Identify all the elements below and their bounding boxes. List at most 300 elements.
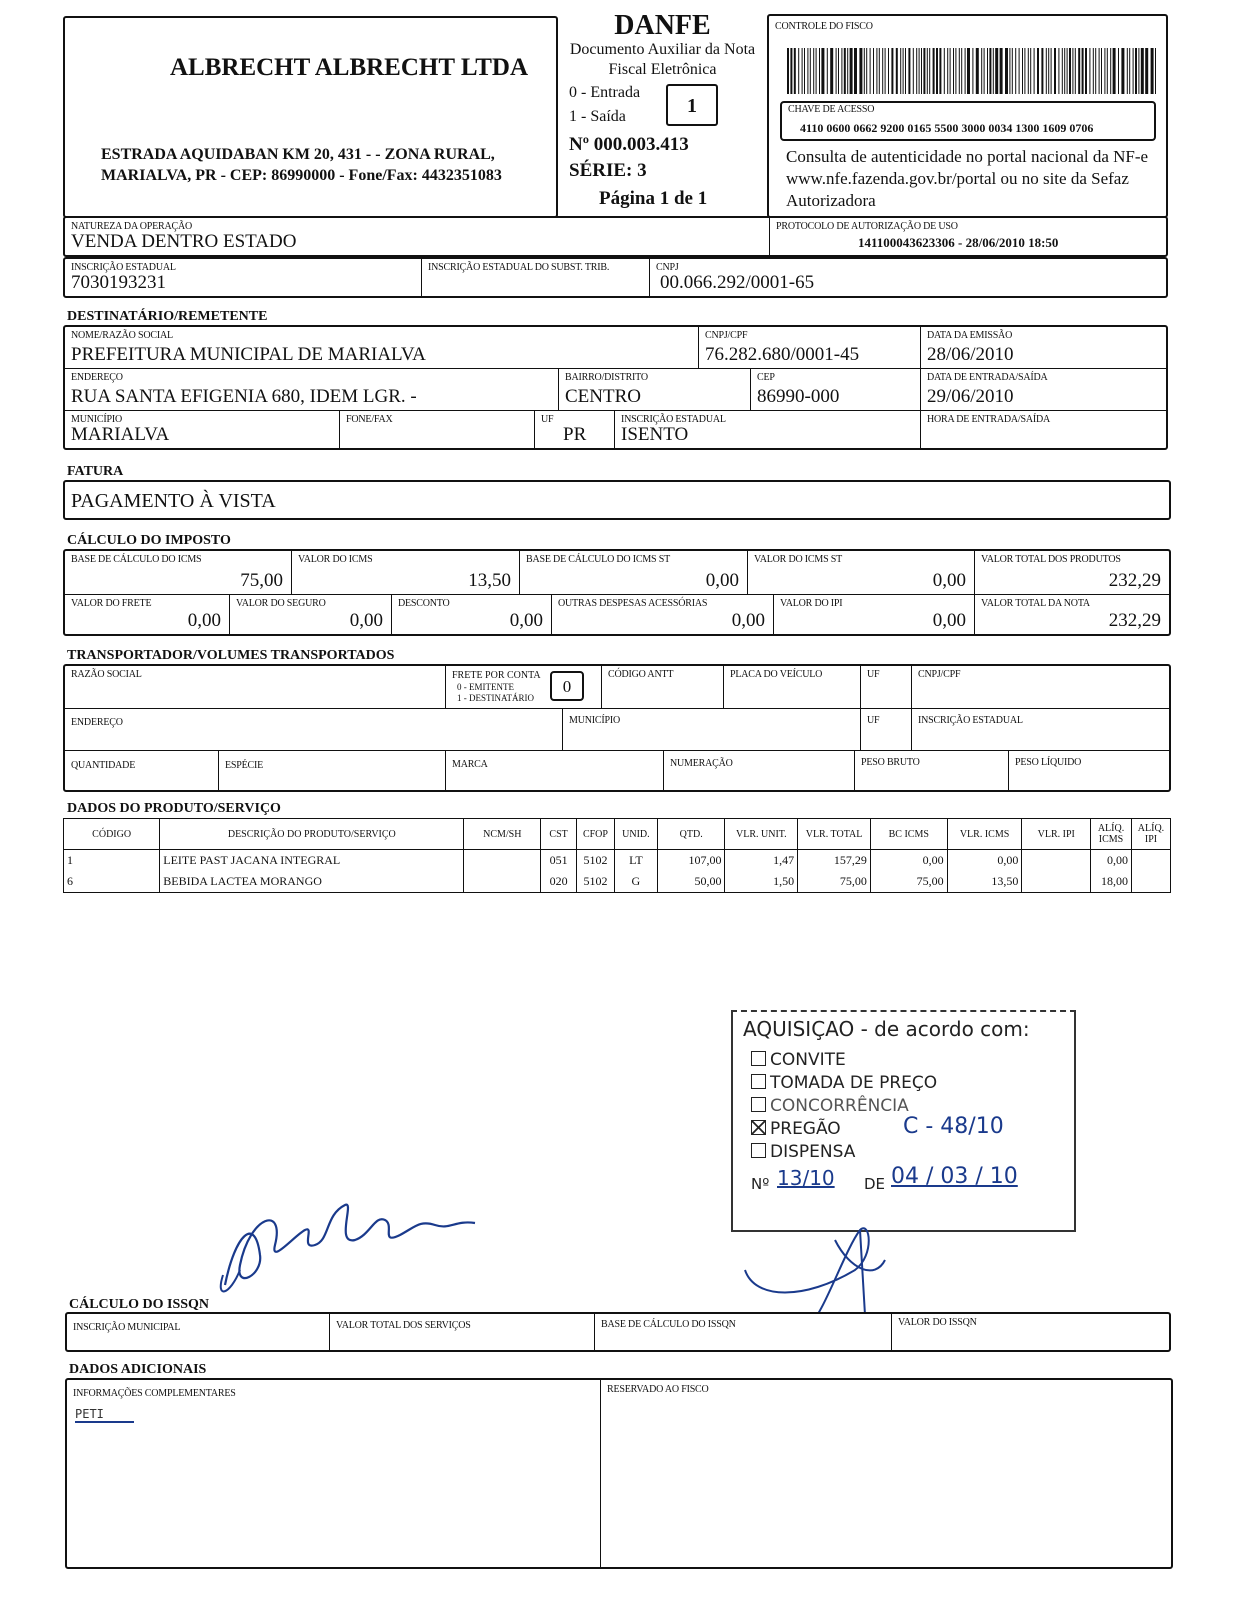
barcode-bar <box>838 48 839 94</box>
transp-frete-opt1: 1 - DESTINATÁRIO <box>457 693 534 703</box>
checkbox-concorrencia <box>751 1097 766 1112</box>
ie-value: 7030193231 <box>71 272 166 293</box>
transp-frete-cell <box>445 666 601 708</box>
ie-cell <box>65 259 421 296</box>
barcode-bar <box>965 48 966 94</box>
table-cell: 020 <box>541 871 577 893</box>
barcode-bar <box>1048 48 1049 94</box>
valor-icms-value: 13,50 <box>468 570 511 591</box>
issqn-base-cell <box>594 1314 891 1350</box>
chave-box <box>780 101 1156 141</box>
barcode <box>785 48 1159 94</box>
table-cell: 0,00 <box>947 850 1022 872</box>
transp-peso-bruto-label: PESO BRUTO <box>861 757 920 768</box>
cnpj-emitente-label: CNPJ <box>656 262 679 273</box>
barcode-bar <box>1118 48 1119 94</box>
transportador-title: TRANSPORTADOR/VOLUMES TRANSPORTADOS <box>67 648 395 663</box>
table-row <box>64 871 1171 893</box>
dest-endereco-value: RUA SANTA EFIGENIA 680, IDEM LGR. - <box>71 386 417 407</box>
transp-uf-label: UF <box>867 669 880 680</box>
table-cell: 051 <box>541 850 577 872</box>
transp-cnpj-cell <box>911 666 1169 708</box>
barcode-bar <box>810 48 811 94</box>
danfe-pagina: Página 1 de 1 <box>599 188 708 209</box>
barcode-bar <box>1009 48 1010 94</box>
reservado-fisco-label: RESERVADO AO FISCO <box>607 1384 709 1395</box>
table-cell: 1,47 <box>725 850 798 872</box>
barcode-bar <box>885 48 886 94</box>
barcode-bar <box>1037 48 1039 94</box>
table-cell: 75,00 <box>870 871 947 893</box>
transp-endereco-cell <box>65 708 562 750</box>
dest-entrada-cell <box>920 368 1166 410</box>
barcode-bar <box>802 48 803 94</box>
valor-st-cell <box>747 551 974 594</box>
table-cell <box>464 850 541 872</box>
table-row <box>64 850 1171 872</box>
barcode-bar <box>961 48 962 94</box>
barcode-bar <box>787 48 789 94</box>
table-cell: 6 <box>64 871 160 893</box>
natureza-row <box>63 216 1168 257</box>
barcode-bar <box>1085 48 1087 94</box>
stamp-num-prefix: Nº <box>751 1175 770 1193</box>
barcode-bar <box>900 48 901 94</box>
barcode-bar <box>1041 48 1043 94</box>
produtos-header-cell: CFOP <box>577 819 615 850</box>
ipi-value: 0,00 <box>932 610 966 631</box>
table-cell: 13,50 <box>947 871 1022 893</box>
natureza-value: VENDA DENTRO ESTADO <box>71 231 297 252</box>
checkbox-tomada <box>751 1074 766 1089</box>
stamp-date-handwritten: 04 / 03 / 10 <box>891 1164 1018 1189</box>
barcode-bar <box>1155 48 1156 94</box>
ie-label: INSCRIÇÃO ESTADUAL <box>71 262 176 273</box>
transp-qtd-cell <box>65 750 218 790</box>
barcode-bar <box>841 48 842 94</box>
transp-frete-value: 0 <box>550 671 584 701</box>
barcode-bar <box>995 48 998 94</box>
danfe-subtitle-1: Documento Auxiliar da Nota <box>569 41 756 58</box>
transp-endereco-label: ENDEREÇO <box>71 717 123 728</box>
danfe-subtitle-2: Fiscal Eletrônica <box>608 61 717 78</box>
table-cell <box>1022 850 1091 872</box>
barcode-bar <box>987 48 988 94</box>
valor-st-value: 0,00 <box>932 570 966 591</box>
barcode-bar <box>1121 48 1124 94</box>
protocolo-cell <box>769 218 1166 255</box>
barcode-bar <box>891 48 893 94</box>
barcode-bar <box>1012 48 1013 94</box>
issqn-valor-label: VALOR DO ISSQN <box>898 1317 977 1328</box>
transp-razao-cell <box>65 666 445 708</box>
ipi-cell <box>773 594 974 634</box>
frete-label: VALOR DO FRETE <box>71 598 152 609</box>
valor-icms-label: VALOR DO ICMS <box>298 554 373 565</box>
seguro-cell <box>229 594 391 634</box>
stamp-opt-pregao-label: PREGÃO <box>770 1119 841 1139</box>
desconto-label: DESCONTO <box>398 598 450 609</box>
total-prod-label: VALOR TOTAL DOS PRODUTOS <box>981 554 1121 565</box>
barcode-bar <box>813 48 814 94</box>
barcode-bar <box>976 48 979 94</box>
barcode-bar <box>908 48 910 94</box>
barcode-bar <box>1075 48 1076 94</box>
transp-uf2-cell <box>860 708 911 750</box>
outras-cell <box>551 594 773 634</box>
table-cell: G <box>614 871 657 893</box>
barcode-bar <box>870 48 871 94</box>
barcode-bar <box>1095 48 1096 94</box>
barcode-bar <box>1072 48 1073 94</box>
dest-nome-cell <box>65 327 698 368</box>
barcode-bar <box>1005 48 1008 94</box>
barcode-bar <box>1046 48 1047 94</box>
barcode-bar <box>1019 48 1020 94</box>
barcode-bar <box>919 48 920 94</box>
barcode-bar <box>879 48 880 94</box>
barcode-bar <box>864 48 865 94</box>
produtos-header-cell: ALÍQ. IPI <box>1131 819 1170 850</box>
barcode-bar <box>1151 48 1154 94</box>
barcode-bar <box>1107 48 1108 94</box>
dest-endereco-cell <box>65 368 558 410</box>
barcode-bar <box>947 48 948 94</box>
barcode-bar <box>1051 48 1052 94</box>
table-cell: LT <box>614 850 657 872</box>
barcode-bar <box>933 48 935 94</box>
total-prod-cell <box>974 551 1169 594</box>
barcode-bar <box>847 48 848 94</box>
barcode-bar <box>830 48 833 94</box>
barcode-bar <box>882 48 883 94</box>
checkbox-dispensa <box>751 1143 766 1158</box>
barcode-bar <box>1101 48 1102 94</box>
produtos-header-cell: BC ICMS <box>870 819 947 850</box>
dest-hora-label: HORA DE ENTRADA/SAÍDA <box>927 414 1051 425</box>
stamp-title: AQUISIÇAO - de acordo com: <box>743 1017 1030 1041</box>
destinatario-box <box>63 325 1168 450</box>
barcode-bar <box>1022 48 1023 94</box>
barcode-bar <box>1099 48 1100 94</box>
stamp-num-handwritten: 13/10 <box>777 1166 835 1190</box>
barcode-bar <box>866 48 867 94</box>
produtos-header-cell: CÓDIGO <box>64 819 160 850</box>
seguro-value: 0,00 <box>349 610 383 631</box>
total-nota-value: 232,29 <box>1108 610 1161 631</box>
barcode-bar <box>1129 48 1130 94</box>
table-cell <box>464 871 541 893</box>
dest-emissao-label: DATA DA EMISSÃO <box>927 330 1013 341</box>
transp-frete-label: FRETE POR CONTA <box>452 670 541 681</box>
barcode-bar <box>955 48 956 94</box>
issqn-title: CÁLCULO DO ISSQN <box>69 1297 210 1312</box>
dest-fone-cell <box>339 410 534 448</box>
signature-scribble-left <box>205 1175 505 1305</box>
barcode-bar <box>905 48 906 94</box>
info-complementares-value: PETI <box>75 1407 134 1423</box>
stamp-opt-convite-label: CONVITE <box>770 1050 846 1070</box>
dest-uf-value: PR <box>563 424 587 445</box>
transp-numeracao-cell <box>663 750 854 790</box>
barcode-bar <box>816 48 817 94</box>
transp-uf2-label: UF <box>867 715 880 726</box>
barcode-bar <box>1030 48 1031 94</box>
barcode-bar <box>967 48 970 94</box>
table-cell <box>1022 871 1091 893</box>
issqn-box <box>65 1312 1171 1352</box>
dest-municipio-cell <box>65 410 339 448</box>
barcode-bar <box>929 48 930 94</box>
dest-hora-cell <box>920 410 1166 448</box>
danfe-tipo-box: 1 <box>666 84 718 126</box>
barcode-bar <box>1138 48 1139 94</box>
transp-especie-cell <box>218 750 445 790</box>
stamp-opt-tomada <box>751 1073 937 1093</box>
dest-endereco-label: ENDEREÇO <box>71 372 123 383</box>
cnpj-emitente-cell <box>649 259 1166 296</box>
stamp-opt-dispensa-label: DISPENSA <box>770 1142 856 1162</box>
danfe-block <box>559 10 766 218</box>
dest-cnpj-cell <box>698 327 920 368</box>
ie-row <box>63 257 1168 298</box>
dest-bairro-label: BAIRRO/DISTRITO <box>565 372 648 383</box>
chave-label: CHAVE DE ACESSO <box>788 104 875 115</box>
barcode-bar <box>896 48 898 94</box>
adicionais-title: DADOS ADICIONAIS <box>69 1362 207 1377</box>
dest-bairro-value: CENTRO <box>565 386 641 407</box>
barcode-bar <box>1078 48 1080 94</box>
dest-municipio-label: MUNICÍPIO <box>71 414 122 425</box>
produtos-header-row <box>64 819 1171 850</box>
barcode-bar <box>1141 48 1144 94</box>
table-cell: 107,00 <box>657 850 725 872</box>
info-complementares-cell <box>67 1380 600 1567</box>
barcode-bar <box>984 48 985 94</box>
outras-value: 0,00 <box>731 610 765 631</box>
transp-municipio-label: MUNICÍPIO <box>569 715 620 726</box>
transp-peso-bruto-cell <box>854 750 1008 790</box>
dest-emissao-cell <box>920 327 1166 368</box>
transp-peso-liquido-label: PESO LÍQUIDO <box>1015 757 1082 768</box>
barcode-bar <box>953 48 954 94</box>
danfe-serie: SÉRIE: 3 <box>569 160 647 181</box>
stamp-opt-tomada-label: TOMADA DE PREÇO <box>770 1073 938 1093</box>
dest-entrada-value: 29/06/2010 <box>927 386 1014 407</box>
danfe-saida: 1 - Saída <box>569 108 626 125</box>
base-icms-label: BASE DE CÁLCULO DO ICMS <box>71 554 202 565</box>
dest-cep-label: CEP <box>757 372 775 383</box>
produtos-header-cell: VLR. TOTAL <box>798 819 871 850</box>
base-st-cell <box>519 551 747 594</box>
ipi-label: VALOR DO IPI <box>780 598 843 609</box>
frete-cell <box>65 594 229 634</box>
barcode-bar <box>923 48 925 94</box>
barcode-bar <box>989 48 991 94</box>
barcode-bar <box>821 48 824 94</box>
stamp-opt-pregao <box>751 1119 841 1139</box>
base-st-label: BASE DE CÁLCULO DO ICMS ST <box>526 554 670 565</box>
produtos-header-cell: VLR. ICMS <box>947 819 1022 850</box>
fatura-title: FATURA <box>67 464 124 479</box>
transp-numeracao-label: NUMERAÇÃO <box>670 758 733 769</box>
protocolo-label: PROTOCOLO DE AUTORIZAÇÃO DE USO <box>776 221 958 232</box>
controle-fisco-label: CONTROLE DO FISCO <box>775 21 873 32</box>
stamp-opt-convite <box>751 1050 846 1070</box>
barcode-bar <box>1145 48 1148 94</box>
barcode-bar <box>794 48 796 94</box>
produtos-header-cell: VLR. UNIT. <box>725 819 798 850</box>
dest-bairro-cell <box>558 368 750 410</box>
dest-cnpj-label: CNPJ/CPF <box>705 330 748 341</box>
transportador-box <box>63 664 1171 792</box>
reservado-fisco-cell <box>600 1380 1171 1567</box>
stamp-opt-dispensa <box>751 1142 855 1162</box>
natureza-cell <box>65 218 769 255</box>
emitente-name: ALBRECHT ALBRECHT LTDA <box>170 54 528 81</box>
dest-ie-label: INSCRIÇÃO ESTADUAL <box>621 414 726 425</box>
destinatario-title: DESTINATÁRIO/REMETENTE <box>67 309 268 324</box>
barcode-bar <box>798 48 799 94</box>
frete-value: 0,00 <box>187 610 221 631</box>
fatura-box <box>63 480 1171 520</box>
imposto-title: CÁLCULO DO IMPOSTO <box>67 533 231 548</box>
barcode-bar <box>888 48 889 94</box>
transp-ie-label: INSCRIÇÃO ESTADUAL <box>918 715 1023 726</box>
danfe-title: DANFE <box>614 10 711 41</box>
transp-antt-cell <box>601 666 723 708</box>
barcode-bar <box>1113 48 1116 94</box>
dest-fone-label: FONE/FAX <box>346 414 393 425</box>
stamp-pregao-handwritten: C - 48/10 <box>903 1114 1004 1139</box>
fatura-text: PAGAMENTO À VISTA <box>71 490 276 512</box>
desconto-cell <box>391 594 551 634</box>
produtos-body <box>64 850 1171 893</box>
produtos-header-cell: UNID. <box>614 819 657 850</box>
transp-antt-label: CÓDIGO ANTT <box>608 669 674 680</box>
barcode-bar <box>1024 48 1025 94</box>
dest-ie-value: ISENTO <box>621 424 689 445</box>
issqn-valor-cell <box>891 1314 1169 1350</box>
table-cell: BEBIDA LACTEA MORANGO <box>160 871 464 893</box>
cnpj-emitente-value: 00.066.292/0001-65 <box>660 272 815 293</box>
fisco-box <box>767 14 1168 218</box>
stamp-opt-concorrencia-label: CONCORRÊNCIA <box>770 1096 909 1116</box>
barcode-bar <box>1127 48 1128 94</box>
table-cell: 5102 <box>577 850 615 872</box>
desconto-value: 0,00 <box>509 610 543 631</box>
transp-marca-cell <box>445 750 663 790</box>
issqn-im-cell <box>67 1314 329 1350</box>
barcode-bar <box>1082 48 1084 94</box>
table-cell: 50,00 <box>657 871 725 893</box>
emitente-address-1: ESTRADA AQUIDABAN KM 20, 431 - - ZONA RURAL, <box>101 146 495 163</box>
barcode-bar <box>854 48 857 94</box>
emitente-address-2: MARIALVA, PR - CEP: 86990000 - Fone/Fax: 4432351083 <box>101 167 502 184</box>
transp-cnpj-label: CNPJ/CPF <box>918 669 961 680</box>
dest-cep-value: 86990-000 <box>757 386 840 407</box>
transp-municipio-cell <box>562 708 860 750</box>
imposto-box <box>63 549 1171 636</box>
barcode-bar <box>1015 48 1016 94</box>
transp-peso-liquido-cell <box>1008 750 1169 790</box>
issqn-im-label: INSCRIÇÃO MUNICIPAL <box>73 1322 181 1333</box>
table-cell: 1,50 <box>725 871 798 893</box>
dest-cep-cell <box>750 368 920 410</box>
total-nota-cell <box>974 594 1169 634</box>
info-complementares-label: INFORMAÇÕES COMPLEMENTARES <box>73 1388 236 1399</box>
dest-cnpj-value: 76.282.680/0001-45 <box>705 344 860 365</box>
base-st-value: 0,00 <box>705 570 739 591</box>
checkbox-convite <box>751 1051 766 1066</box>
barcode-bar <box>1028 48 1029 94</box>
table-cell <box>1131 871 1170 893</box>
barcode-bar <box>916 48 917 94</box>
aquisicao-stamp <box>731 1010 1076 1232</box>
barcode-bar <box>927 48 928 94</box>
barcode-bar <box>819 48 820 94</box>
dest-uf-label: UF <box>541 414 554 425</box>
barcode-bar <box>1000 48 1003 94</box>
table-cell: 5102 <box>577 871 615 893</box>
barcode-bar <box>1104 48 1105 94</box>
produtos-header-cell: VLR. IPI <box>1022 819 1091 850</box>
transp-frete-opt0: 0 - EMITENTE <box>457 682 514 692</box>
issqn-total-label: VALOR TOTAL DOS SERVIÇOS <box>336 1320 471 1331</box>
produtos-header-cell: DESCRIÇÃO DO PRODUTO/SERVIÇO <box>160 819 464 850</box>
valor-st-label: VALOR DO ICMS ST <box>754 554 843 565</box>
table-cell: 1 <box>64 850 160 872</box>
danfe-numero: Nº 000.003.413 <box>569 134 689 155</box>
table-cell: LEITE PAST JACANA INTEGRAL <box>160 850 464 872</box>
barcode-bar <box>981 48 982 94</box>
barcode-bar <box>1093 48 1094 94</box>
barcode-bar <box>807 48 808 94</box>
transp-razao-label: RAZÃO SOCIAL <box>71 669 142 680</box>
table-cell: 75,00 <box>798 871 871 893</box>
produtos-header-cell: ALÍQ. ICMS <box>1091 819 1132 850</box>
consulta-text: Consulta de autenticidade no portal nacional da NF-e www.nfe.fazenda.gov.br/portal ou no site da Sefaz Autorizadora <box>786 147 1149 210</box>
produtos-header-cell: CST <box>541 819 577 850</box>
produtos-title: DADOS DO PRODUTO/SERVIÇO <box>67 801 281 816</box>
barcode-bar <box>1054 48 1056 94</box>
barcode-bar <box>903 48 904 94</box>
dest-uf-cell <box>534 410 614 448</box>
barcode-bar <box>1089 48 1090 94</box>
barcode-bar <box>950 48 951 94</box>
barcode-bar <box>790 48 792 94</box>
transp-placa-cell <box>723 666 860 708</box>
barcode-bar <box>936 48 938 94</box>
barcode-bar <box>993 48 994 94</box>
ie-st-label: INSCRIÇÃO ESTADUAL DO SUBST. TRIB. <box>428 262 610 273</box>
barcode-bar <box>1062 48 1063 94</box>
dest-ie-cell <box>614 410 920 448</box>
stamp-opt-concorrencia <box>751 1096 909 1116</box>
valor-icms-cell <box>291 551 519 594</box>
ie-st-cell <box>421 259 649 296</box>
produtos-header-cell: QTD. <box>657 819 725 850</box>
barcode-bar <box>876 48 877 94</box>
checkbox-pregao-checked-icon <box>751 1120 766 1135</box>
barcode-bar <box>944 48 945 94</box>
barcode-bar <box>1133 48 1134 94</box>
barcode-bar <box>1069 48 1071 94</box>
barcode-bar <box>1135 48 1137 94</box>
transp-uf-cell <box>860 666 911 708</box>
barcode-bar <box>827 48 828 94</box>
table-cell: 157,29 <box>798 850 871 872</box>
